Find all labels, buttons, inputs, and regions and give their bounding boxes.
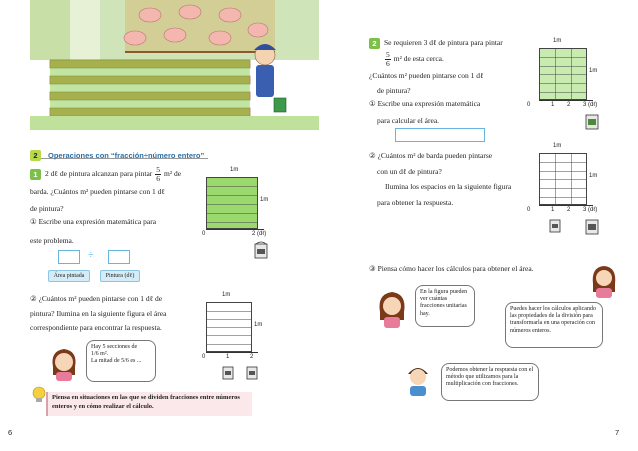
problem-line2: barda. ¿Cuántos m² pueden pintarse con 1 dℓ	[30, 187, 165, 196]
problem2-line3: ¿Cuántos m² pueden pintarse con 1 dℓ	[369, 71, 484, 80]
problem-fraction-num: 5	[156, 165, 161, 174]
problem2-line1: Se requieren 3 dℓ de pintura para pintar	[384, 38, 503, 48]
rchart1-grid	[539, 48, 587, 100]
right-q1	[369, 100, 480, 125]
rq2-line4: para obtener la respuesta.	[377, 197, 454, 207]
q1	[30, 218, 156, 245]
section-number: 2	[30, 150, 41, 161]
q1-line1: ① Escribe una expresión matemática para	[30, 217, 157, 226]
rchart1-a3: 3 (dℓ)	[583, 102, 598, 108]
chart2-axis1: 1	[226, 354, 230, 360]
area-input[interactable]	[58, 250, 80, 264]
problem-number: 1	[30, 169, 41, 180]
rchart1-top-label: 1m	[553, 38, 562, 44]
chart-area-2	[200, 292, 280, 392]
chart2-grid	[206, 302, 252, 352]
hint-bubble	[86, 340, 156, 382]
problem-line1-post: m² de	[164, 169, 182, 179]
bubble-line1: Hay 5 secciones de	[91, 344, 138, 350]
rchart1-a0: 0	[527, 102, 531, 108]
rchart1-side-label: 1m	[589, 68, 598, 74]
chart-area-1	[200, 167, 280, 267]
right-q2	[369, 152, 511, 208]
chart2-axis0: 0	[202, 354, 206, 360]
chart2-axis2: 2	[250, 354, 254, 360]
q2	[30, 295, 195, 333]
rchart2-grid	[539, 153, 587, 205]
q2-line1: ② ¿Cuántos m² pueden pintarse con 1 dℓ de	[30, 294, 163, 303]
chart2-side-label: 1m	[254, 322, 263, 328]
rchart2-a0: 0	[527, 207, 531, 213]
q2-line3: correspondiente para encontrar la respuesta.	[30, 323, 162, 333]
chart2-top-label: 1m	[222, 292, 231, 298]
right-expression-input[interactable]	[395, 128, 485, 142]
note-line1: Piensa en situaciones en las que se dividen fracciones entre números	[52, 394, 240, 401]
page-number-left: 6	[8, 428, 13, 437]
rchart2-a2: 2	[567, 207, 571, 213]
note-box	[46, 392, 252, 416]
right-chart-1	[527, 38, 607, 143]
paint-can-icon	[585, 112, 599, 130]
rq2-line3: Ilumina los espacios en la siguiente figura	[385, 182, 512, 192]
paint-can-icon	[246, 364, 258, 380]
farm-illustration	[30, 0, 319, 130]
right-q3: ③ Piensa cómo hacer los cálculos para obtener el área.	[369, 264, 534, 273]
rq2-line2: con un dℓ de pintura?	[377, 166, 442, 176]
section-title: Operaciones con “fracción÷número entero”	[48, 151, 205, 160]
problem-2	[369, 38, 539, 95]
rchart2-a1: 1	[551, 207, 555, 213]
rchart2-top-label: 1m	[553, 143, 562, 149]
problem2-number: 2	[369, 38, 380, 49]
problem2-line4: de pintura?	[377, 85, 411, 95]
paint-can-icon	[222, 364, 234, 380]
divide-sign: ÷	[88, 250, 94, 261]
problem2-fraction-den: 6	[386, 59, 390, 68]
area-label: Área pintada	[48, 270, 90, 282]
rchart1-a1: 1	[551, 102, 555, 108]
paint-can-icon	[585, 217, 599, 235]
hint-bubble-1: En la figura pueden ver cuántas fracciones unitarias hay.	[415, 285, 475, 327]
right-page	[319, 0, 638, 451]
problem-fraction-den: 6	[156, 174, 161, 183]
girl-avatar	[48, 345, 80, 381]
chart1-grid	[206, 177, 258, 229]
problem-line3: de pintura?	[30, 203, 64, 213]
section-header	[30, 145, 208, 159]
q2-line2: pintura? Ilumina en la siguiente figura el área	[30, 308, 167, 318]
paint-label: Pintura (dℓ)	[100, 270, 140, 282]
paint-can-icon	[254, 241, 268, 259]
bubble-line3: La mitad de 5/6 es ...	[91, 358, 142, 365]
chart1-axis2: 2 (dℓ)	[252, 231, 267, 237]
chart1-axis0: 0	[202, 231, 206, 237]
girl-avatar	[375, 288, 409, 328]
hint-bubble-3: Podemos obtener la respuesta con el método que utilizamos para la multiplicación con fracciones.	[441, 363, 539, 401]
problem2-fraction-num: 5	[386, 50, 390, 59]
problem-line1-pre: 2 dℓ de pintura alcanzan para pintar	[45, 169, 153, 179]
problem-1	[30, 166, 210, 213]
girl-avatar-2	[589, 262, 619, 298]
rchart2-side-label: 1m	[589, 173, 598, 179]
paint-input[interactable]	[108, 250, 130, 264]
hint-bubble-2: Puedes hacer los cálculos aplicando las propiedades de la división para transformarla en una operación con números enteros.	[505, 302, 603, 348]
boy-avatar	[403, 360, 433, 396]
lightbulb-icon	[32, 386, 46, 404]
q1-line2: este problema.	[30, 235, 74, 245]
page-number-right: 7	[615, 428, 620, 437]
rq1-line1: ① Escribe una expresión matemática	[369, 99, 481, 108]
chart1-top-label: 1m	[230, 167, 239, 173]
bubble-frac: 1/6	[91, 351, 99, 358]
rchart1-a2: 2	[567, 102, 571, 108]
rchart2-a3: 3 (dℓ)	[583, 207, 598, 213]
right-chart-2	[527, 143, 607, 248]
rq1-line2: para calcular el área.	[377, 115, 440, 125]
bubble-unit: m².	[100, 351, 109, 358]
note-line2: enteros y en cómo realizar el cálculo.	[52, 403, 154, 411]
paint-can-icon	[549, 217, 561, 233]
problem2-line2: m² de esta cerca.	[393, 54, 444, 64]
chart1-side-label: 1m	[260, 197, 269, 203]
rq2-line1: ② ¿Cuántos m² de barda pueden pintarse	[369, 151, 493, 160]
